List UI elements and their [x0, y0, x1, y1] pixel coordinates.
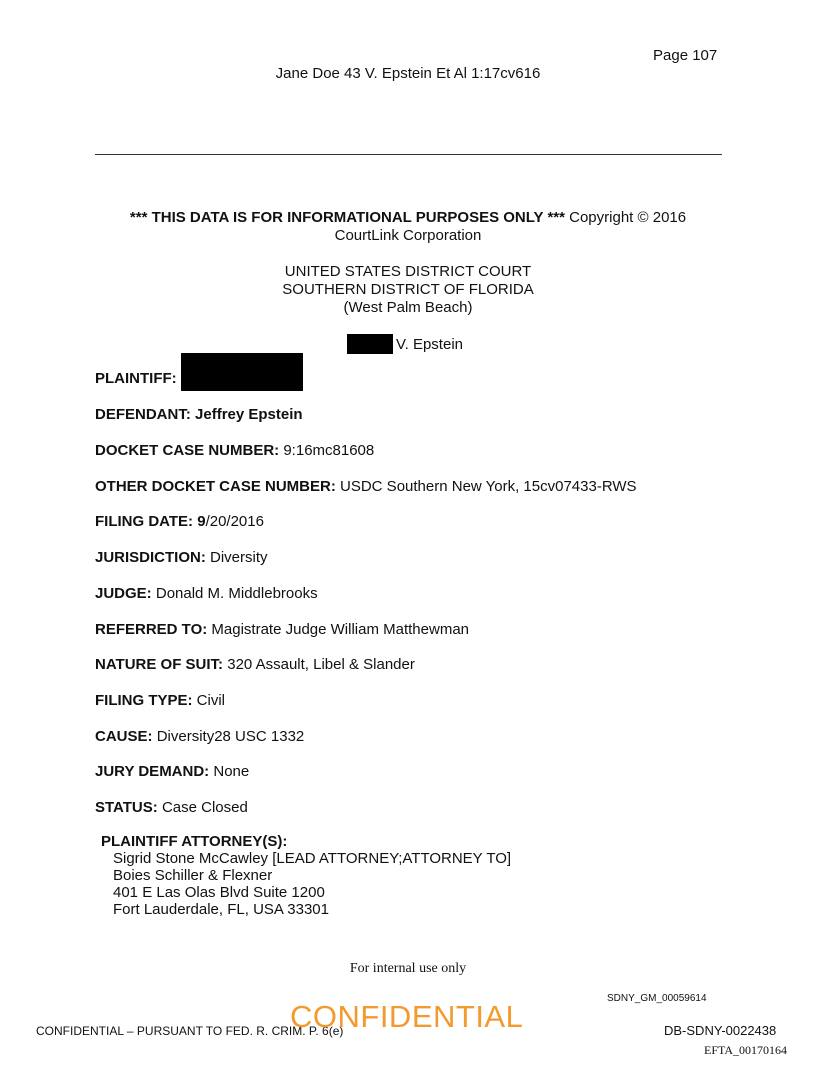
attorney-line: Sigrid Stone McCawley [LEAD ATTORNEY;ATTORNEY TO] — [113, 850, 512, 867]
field-nature-of-suit — [95, 656, 415, 673]
copyright-company: CourtLink Corporation — [334, 227, 482, 244]
field-jurisdiction — [95, 549, 268, 566]
court-line-2: SOUTHERN DISTRICT OF FLORIDA — [282, 281, 534, 298]
internal-use-notice: For internal use only — [349, 961, 467, 976]
field-referred-to — [95, 621, 469, 638]
field-label: REFERRED TO: — [95, 621, 208, 638]
field-cause — [95, 728, 304, 745]
caption-text: V. Epstein — [396, 335, 463, 353]
field-defendant — [95, 406, 303, 423]
field-label: JURY DEMAND: — [95, 763, 210, 780]
field-value: USDC Southern New York, 15cv07433-RWS — [340, 478, 637, 495]
attorney-line: Boies Schiller & Flexner — [113, 867, 273, 884]
field-value-bold: 9 — [197, 513, 206, 530]
field-other-docket-number — [95, 478, 637, 495]
field-value: /20/2016 — [205, 513, 264, 530]
field-value: Jeffrey Epstein — [195, 406, 303, 423]
confidential-notice: CONFIDENTIAL – PURSUANT TO FED. R. CRIM. P. 6(e) — [36, 1024, 344, 1038]
field-jury-demand — [95, 763, 249, 780]
field-docket-number — [95, 442, 374, 459]
field-value: Magistrate Judge William Matthewman — [211, 621, 469, 638]
bates-number-db: DB-SDNY-0022438 — [664, 1023, 777, 1038]
redaction-box — [347, 334, 393, 354]
page-number: Page 107 — [653, 47, 718, 64]
copyright-text: Copyright © 2016 — [564, 209, 687, 226]
field-label: FILING TYPE: — [95, 692, 193, 709]
field-value: 320 Assault, Libel & Slander — [227, 656, 415, 673]
disclaimer — [100, 209, 716, 245]
field-label: STATUS: — [95, 799, 158, 816]
field-value: None — [213, 763, 250, 780]
field-label: JURISDICTION: — [95, 549, 206, 566]
field-judge — [95, 585, 318, 602]
field-label: NATURE OF SUIT: — [95, 656, 224, 673]
field-filing-date — [95, 513, 264, 530]
field-filing-type — [95, 692, 225, 709]
case-caption — [347, 334, 463, 354]
plaintiff-redaction-box — [181, 353, 303, 391]
court-line-3: (West Palm Beach) — [343, 299, 473, 316]
court-line-1: UNITED STATES DISTRICT COURT — [284, 263, 532, 280]
disclaimer-bold: *** THIS DATA IS FOR INFORMATIONAL PURPOSES ONLY *** — [129, 209, 565, 226]
field-value: Civil — [196, 692, 226, 709]
field-label: PLAINTIFF: — [95, 370, 177, 387]
efta-number: EFTA_00170164 — [704, 1043, 788, 1057]
court-heading — [0, 263, 816, 317]
attorneys-label: PLAINTIFF ATTORNEY(S): — [101, 833, 288, 850]
field-value: 9:16mc81608 — [283, 442, 375, 459]
header-divider — [95, 154, 722, 155]
field-value: Case Closed — [161, 799, 248, 816]
field-label: OTHER DOCKET CASE NUMBER: — [95, 478, 336, 495]
confidential-stamp: CONFIDENTIAL — [290, 999, 524, 1034]
field-value: Diversity — [210, 549, 268, 566]
field-status — [95, 799, 248, 816]
field-plaintiff — [95, 370, 303, 391]
field-value: Donald M. Middlebrooks — [155, 585, 318, 602]
field-label: JUDGE: — [95, 585, 152, 602]
attorney-line: 401 E Las Olas Blvd Suite 1200 — [113, 884, 325, 901]
field-label: DOCKET CASE NUMBER: — [95, 442, 280, 459]
bates-number-gm: SDNY_GM_00059614 — [607, 993, 707, 1004]
plaintiff-attorneys — [101, 833, 511, 918]
field-label: FILING DATE: — [95, 513, 194, 530]
field-label: DEFENDANT: — [95, 406, 191, 423]
case-title: Jane Doe 43 V. Epstein Et Al 1:17cv616 — [275, 65, 541, 82]
field-label: CAUSE: — [95, 728, 153, 745]
attorney-line: Fort Lauderdale, FL, USA 33301 — [113, 901, 329, 918]
field-value: Diversity28 USC 1332 — [156, 728, 305, 745]
